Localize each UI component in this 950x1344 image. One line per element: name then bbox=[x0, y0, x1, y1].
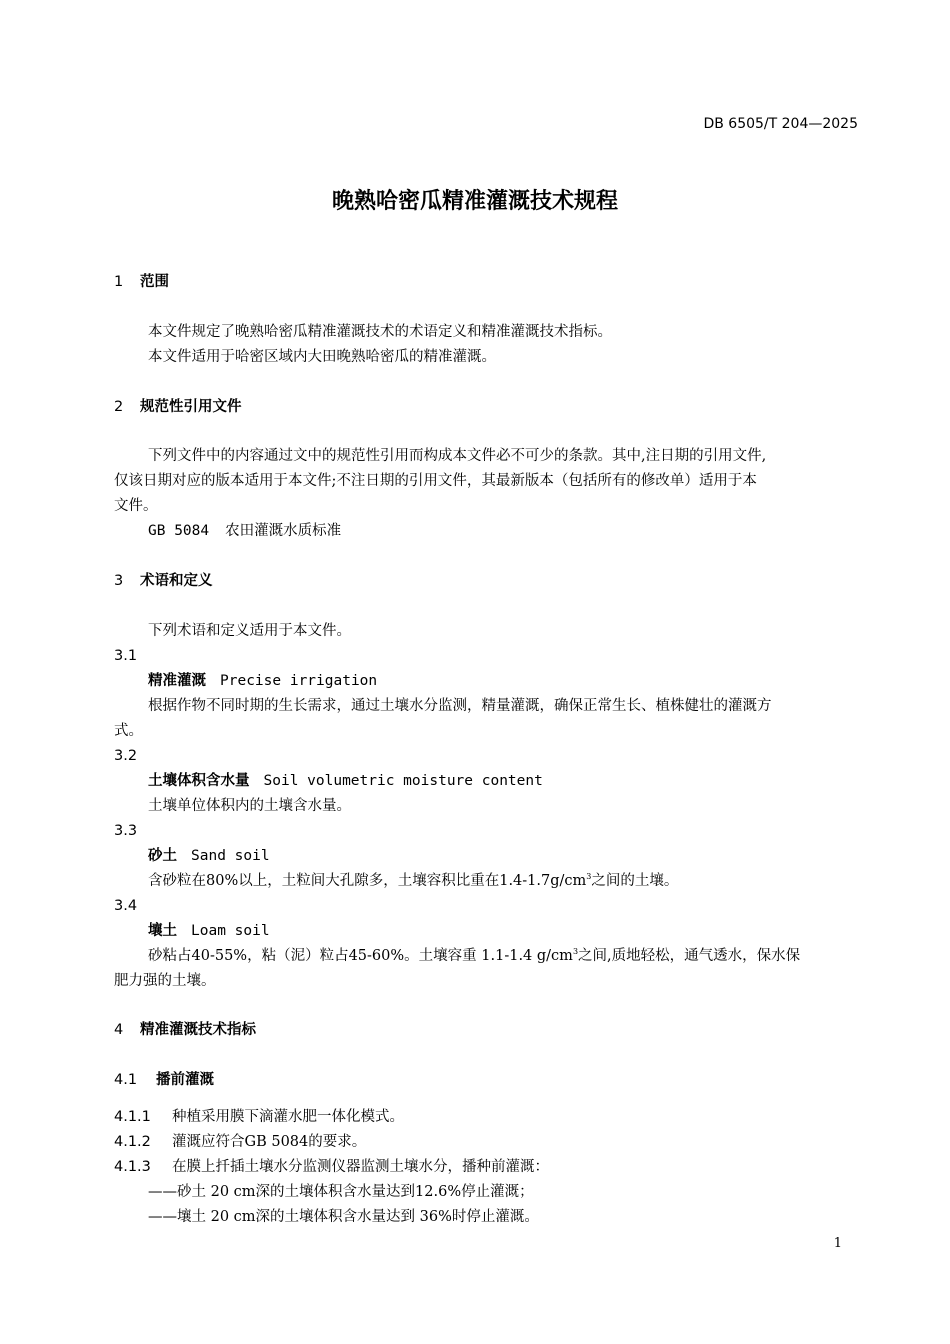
term-en: Loam soil bbox=[191, 923, 270, 939]
term-cn: 精准灌溉 bbox=[148, 673, 206, 689]
term-definition bbox=[148, 871, 858, 891]
section-4-heading bbox=[114, 1020, 858, 1040]
term-heading bbox=[148, 921, 858, 941]
term-heading bbox=[148, 771, 858, 791]
term-en: Sand soil bbox=[191, 848, 270, 864]
paragraph: 本文件适用于哈密区域内大田晚熟哈密瓜的精准灌溉。 bbox=[148, 349, 496, 365]
clause-text: 灌溉应符合GB 5084的要求。 bbox=[172, 1134, 367, 1150]
clause-number: 4.1.2 bbox=[114, 1134, 151, 1150]
paragraph-line: 仅该日期对应的版本适用于本文件;不注日期的引用文件，其最新版本（包括所有的修改单）适用于本 bbox=[114, 473, 757, 489]
term-definition: 根据作物不同时期的生长需求，通过土壤水分监测，精量灌溉，确保正常生长、植株健壮的灌溉方 bbox=[148, 698, 772, 714]
term-heading bbox=[148, 671, 858, 691]
paragraph-line: 下列文件中的内容通过文中的规范性引用而构成本文件必不可少的条款。其中,注日期的引用文件, bbox=[148, 448, 767, 464]
section-number: 2 bbox=[114, 399, 124, 415]
superscript: 3 bbox=[586, 872, 592, 881]
paragraph-line: 文件。 bbox=[114, 498, 158, 514]
section-3-heading bbox=[114, 571, 858, 591]
definition-text: 砂粘占40-55%，粘（泥）粒占45-60%。土壤容重 1.1-1.4 g/cm bbox=[148, 948, 573, 964]
section-title: 精准灌溉技术指标 bbox=[140, 1022, 256, 1038]
list-item: ——砂土 20 cm深的土壤体积含水量达到12.6%停止灌溉； bbox=[148, 1184, 534, 1200]
clause-text: 种植采用膜下滴灌水肥一体化模式。 bbox=[172, 1109, 404, 1125]
term-number: 3.3 bbox=[114, 823, 138, 839]
paragraph: 本文件规定了晚熟哈密瓜精准灌溉技术的术语定义和精准灌溉技术指标。 bbox=[148, 324, 612, 340]
section-title: 术语和定义 bbox=[140, 573, 213, 589]
term-definition: 肥力强的土壤。 bbox=[114, 973, 216, 989]
section-title: 范围 bbox=[140, 274, 169, 290]
subsection-title: 播前灌溉 bbox=[156, 1072, 214, 1088]
definition-text: 之间的土壤。 bbox=[591, 873, 679, 889]
term-definition bbox=[148, 946, 858, 966]
document-number: DB 6505/T 204—2025 bbox=[703, 116, 858, 132]
list-item: ——壤土 20 cm深的土壤体积含水量达到 36%时停止灌溉。 bbox=[148, 1209, 539, 1225]
term-number: 3.2 bbox=[114, 748, 138, 764]
section-number: 3 bbox=[114, 573, 124, 589]
term-definition: 式。 bbox=[114, 723, 143, 739]
definition-text: 之间,质地轻松，通气透水，保水保 bbox=[578, 948, 801, 964]
term-definition: 土壤单位体积内的土壤含水量。 bbox=[148, 798, 351, 814]
section-number: 4 bbox=[114, 1022, 124, 1038]
term-number: 3.1 bbox=[114, 648, 138, 664]
reference-title: 农田灌溉水质标准 bbox=[225, 523, 342, 539]
section-1-heading bbox=[114, 272, 858, 292]
clause-number: 4.1.3 bbox=[114, 1159, 151, 1175]
term-number: 3.4 bbox=[114, 898, 138, 914]
subsection-number: 4.1 bbox=[114, 1072, 138, 1088]
clause-number: 4.1.1 bbox=[114, 1109, 151, 1125]
reference-code: GB 5084 bbox=[148, 523, 210, 539]
term-cn: 土壤体积含水量 bbox=[148, 773, 250, 789]
document-title: 晚熟哈密瓜精准灌溉技术规程 bbox=[331, 189, 618, 214]
normative-reference bbox=[148, 521, 858, 541]
term-cn: 壤土 bbox=[148, 923, 177, 939]
clause bbox=[114, 1132, 858, 1152]
term-cn: 砂土 bbox=[148, 848, 177, 864]
term-en: Precise irrigation bbox=[220, 673, 378, 689]
subsection-heading bbox=[114, 1070, 858, 1090]
clause bbox=[114, 1157, 858, 1177]
page-number: 1 bbox=[833, 1236, 842, 1251]
section-title: 规范性引用文件 bbox=[140, 399, 242, 415]
section-number: 1 bbox=[114, 274, 124, 290]
section-2-heading bbox=[114, 397, 858, 417]
term-en: Soil volumetric moisture content bbox=[263, 773, 543, 789]
paragraph: 下列术语和定义适用于本文件。 bbox=[148, 623, 351, 639]
term-heading bbox=[148, 846, 858, 866]
clause-text: 在膜上扦插土壤水分监测仪器监测土壤水分，播种前灌溉： bbox=[172, 1159, 549, 1175]
definition-text: 含砂粒在80%以上，土粒间大孔隙多，土壤容积比重在1.4-1.7g/cm bbox=[148, 873, 587, 889]
clause bbox=[114, 1107, 858, 1127]
superscript: 3 bbox=[572, 947, 579, 956]
